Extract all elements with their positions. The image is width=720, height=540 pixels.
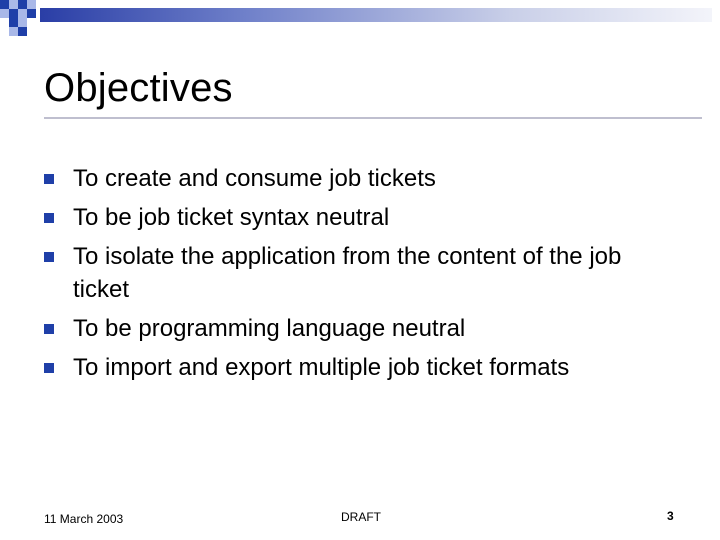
decoration-square	[9, 27, 18, 36]
bullet-text: To import and export multiple job ticket formats	[73, 354, 570, 381]
bullet-item	[44, 162, 684, 195]
square-bullet-icon	[44, 363, 54, 373]
title-divider	[44, 117, 702, 119]
decoration-square	[9, 0, 18, 9]
square-bullet-icon	[44, 324, 54, 334]
page-number: 3	[667, 509, 674, 523]
decoration-square	[18, 0, 27, 9]
decoration-square	[18, 9, 27, 18]
slide-title: Objectives	[44, 66, 233, 110]
bullet-list	[44, 162, 684, 390]
footer-draft-label: DRAFT	[341, 510, 381, 524]
decoration-square	[0, 9, 9, 18]
decoration-square	[9, 18, 18, 27]
footer-date: 11 March 2003	[44, 512, 124, 526]
bullet-text: To be programming language neutral	[73, 315, 466, 342]
header-band	[40, 8, 712, 22]
decoration-square	[0, 0, 9, 9]
square-bullet-icon	[44, 213, 54, 223]
bullet-item	[44, 312, 684, 345]
bullet-item	[44, 201, 684, 234]
bullet-text: To create and consume job tickets	[73, 165, 436, 192]
decoration-square	[18, 18, 27, 27]
bullet-text: To be job ticket syntax neutral	[73, 204, 390, 231]
bullet-item	[44, 351, 684, 384]
square-bullet-icon	[44, 252, 54, 262]
bullet-text: To isolate the application from the content of the job ticket	[73, 243, 622, 303]
decoration-square	[9, 9, 18, 18]
decoration-square	[27, 9, 36, 18]
bullet-item	[44, 240, 684, 306]
decoration-square	[18, 27, 27, 36]
decoration-square	[27, 0, 36, 9]
square-bullet-icon	[44, 174, 54, 184]
